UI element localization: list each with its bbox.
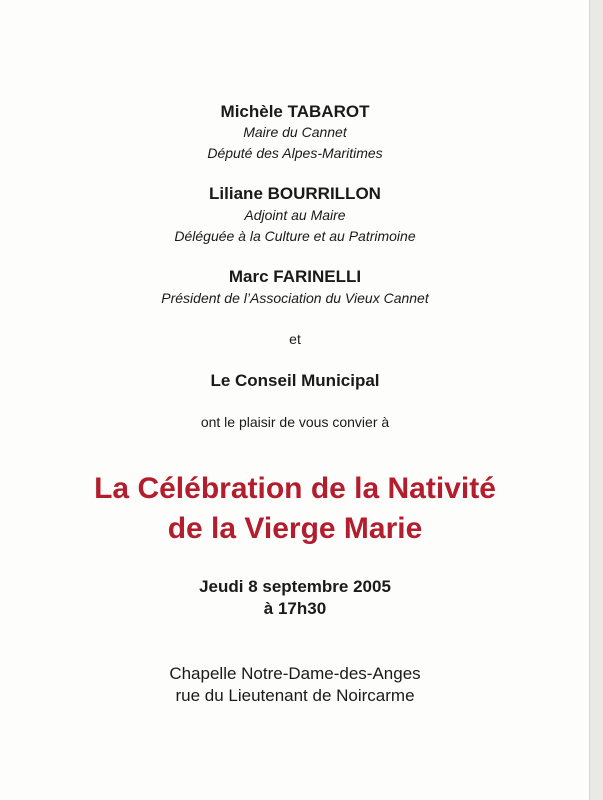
event-time: à 17h30 [263, 599, 327, 618]
conjunction-text: et [289, 331, 301, 347]
venue-address: rue du Lieutenant de Noircarme [175, 686, 415, 705]
event-date: Jeudi 8 septembre 2005 [199, 577, 391, 596]
host-role-bourrillon-2: Déléguée à la Culture et au Patrimoine [174, 228, 416, 244]
event-title-line-1: La Célébration de la Nativité [94, 472, 496, 505]
host-role-farinelli-1: Président de l’Association du Vieux Cannet [161, 290, 429, 306]
host-role-tabarot-1: Maire du Cannet [243, 124, 347, 140]
venue-name: Chapelle Notre-Dame-des-Anges [169, 664, 421, 683]
host-name-bourrillon: Liliane BOURRILLON [209, 184, 381, 203]
host-name-tabarot: Michèle TABAROT [220, 102, 370, 121]
paper-edge [589, 0, 603, 800]
invitation-text: ont le plaisir de vous convier à [200, 414, 390, 430]
event-title-line-2: de la Vierge Marie [167, 512, 423, 545]
council-name: Le Conseil Municipal [210, 371, 380, 390]
host-role-bourrillon-1: Adjoint au Maire [244, 207, 346, 223]
host-name-farinelli: Marc FARINELLI [228, 267, 362, 286]
host-role-tabarot-2: Député des Alpes-Maritimes [207, 145, 383, 161]
